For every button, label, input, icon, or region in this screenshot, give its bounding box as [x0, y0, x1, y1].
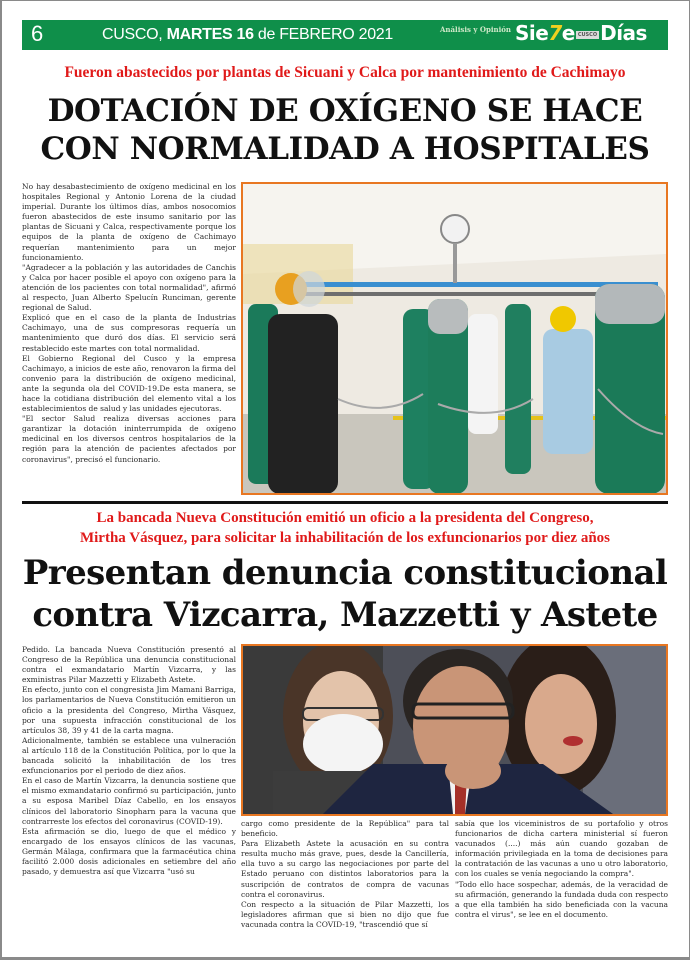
article1-paragraph: Explicó que en el caso de la planta de Industrias Cachimayo, una de sus compresoras requería un mantenimiento que duró dos días. El servicio será restablecido este martes con total normalidad.: [22, 313, 236, 353]
article2-headline-line1: Presentan denuncia constitucional: [22, 553, 668, 593]
article2-paragraph: Con respecto a la situación de Pilar Mazzetti, los legisladores afirman que si bien no dijo que fue vacunada contra la COVID-19, "trascendió que sí: [241, 899, 449, 929]
dateline-weekday-day: MARTES 16: [166, 26, 254, 43]
article2-paragraph: En efecto, junto con el congresista Jim Mamani Barriga, los parlamentarios de Nueva Constitución emitieron un oficio a la presidenta del Congreso, Mirtha Vásquez, por una supuesta infracción constitucional de los artículos 38, 39 y 41 de la carta magna.: [22, 685, 236, 735]
logo-seven-glyph: 7: [548, 21, 562, 45]
logo-text-part2: e: [561, 21, 575, 45]
article1-headline-line2: CON NORMALIDAD A HOSPITALES: [40, 131, 650, 167]
politicians-portrait-illustration: [243, 646, 666, 814]
oxygen-cylinders-illustration: [243, 184, 666, 493]
oxygen-plant-photo: [241, 182, 668, 495]
article2-body-column2: [241, 819, 449, 930]
logo-tagline: Análisis y Opinión: [440, 25, 512, 34]
section-divider: [22, 501, 668, 504]
article2-paragraph: Esta afirmación se dio, luego de que el médico y encargado de los ensayos clínicos de las vacunas, Germán Málaga, confirmara que la farmacéutica china facilitó 2.000 dosis adicionales en setiembre del año pasado, y demuestra así que Vizcarra "usó su: [22, 826, 236, 877]
article1-paragraph: "El sector Salud realiza diversas acciones para garantizar la dotación ininterrumpida de oxígeno medicinal en los diversos centros hospitalarios de la región para la atención de pacientes afectados por coronavirus", precisó el funcionario.: [22, 414, 236, 464]
logo-text-part1: Sie: [515, 21, 549, 45]
article2-body-column3: [455, 819, 668, 920]
article2-paragraph: "Todo ello hace sospechar, además, de la veracidad de su afirmación, generando la fundada duda con respecto a que ella también ha sido beneficiada con la vacuna contra el virus", se lee en el documento.: [455, 879, 668, 919]
article1-paragraph: "Agradecer a la población y las autoridades de Canchis y Calca por hacer posible el apoyo con oxígeno para la atención de los pacientes con total normalidad", afirmó al respecto, Juan Alberto Spelucín Runciman, gerente regional de Salud.: [22, 262, 236, 313]
article2-paragraph: cargo como presidente de la República" para tal beneficio.: [241, 819, 449, 839]
logo-text-part3: Días: [600, 21, 647, 45]
article1-body: [22, 182, 236, 465]
dateline: [102, 26, 393, 44]
article2-kicker: [0, 508, 690, 548]
article2-headline: [0, 552, 690, 636]
article1-headline: [0, 92, 690, 168]
logo-cusco-badge: CUSCO: [577, 31, 598, 38]
dateline-city: CUSCO,: [102, 26, 163, 43]
article2-paragraph: En el caso de Martín Vizcarra, la denuncia sostiene que el mismo exmandatario confirmó su participación, junto a su esposa Maribel Díaz Cabello, en los ensayos clínicos del laboratorio Sinopharn para la vacuna que contrarreste los efectos del coronavirus (COVID-19).: [22, 776, 236, 826]
article2-kicker-line2: Mirtha Vásquez, para solicitar la inhabilitación de los exfuncionarios por diez años: [79, 530, 611, 546]
article2-paragraph: sabía que los viceministros de su portafolio y otros funcionarios de dicha cartera ministerial sí fueron vacunados (....) más aún cuando gozaban de información privilegiada en la toma de decisiones para la contratación de las vacunas a uno u otro laboratorio, con los cuales se venía negociando la compra".: [455, 819, 668, 879]
article2-paragraph: Pedido. La bancada Nueva Constitución presentó al Congreso de la República una denuncia constitucional contra el exmandatario Martín Vizcarra, y las exministras Pilar Mazzetti y Elizabeth Astete.: [22, 645, 236, 685]
article1-headline-line1: DOTACIÓN DE OXÍGENO SE HACE: [47, 93, 643, 129]
article2-headline-line2: contra Vizcarra, Mazzetti y Astete: [32, 595, 658, 635]
article1-paragraph: No hay desabastecimiento de oxígeno medicinal en los hospitales Regional y Antonio Lorena de la ciudad imperial. Durante los últimos días, ambos nosocomios fueron abastecidos de este insumo sanitario por las plantas de Sicuani y Calca, respectivamente porque los equipos de la planta de oxígeno de Cachimayo requerían mantenimiento para un mejor funcionamiento.: [22, 182, 236, 262]
siete-dias-logo: [515, 21, 647, 45]
dateline-month-year: de FEBRERO 2021: [257, 26, 393, 43]
article1-kicker: Fueron abastecidos por plantas de Sicuani y Calca por mantenimiento de Cachimayo: [64, 64, 626, 81]
article1-paragraph: El Gobierno Regional del Cusco y la empresa Cachimayo, a inicios de este año, renovaron la firma del convenio para la distribución de oxígeno medicinal, ante la segunda ola del COVID-19.De esta manera, se hace la cotidiana distribución del elemento vital a los establecimientos de salud y las unidades ejecutoras.: [22, 353, 236, 414]
article2-paragraph: Adicionalmente, también se establece una vulneración al artículo 118 de la Constitución Política, por lo que la bancada solicitó la inhabilitación de los tres exfuncionarios por el periodo de diez años.: [22, 735, 236, 776]
article2-body-column1: [22, 645, 236, 877]
article2-kicker-line1: La bancada Nueva Constitución emitió un oficio a la presidenta del Congreso,: [96, 510, 594, 526]
page-number: 6: [31, 21, 44, 46]
newspaper-header-bar: [22, 20, 668, 50]
politicians-photo: [241, 644, 668, 816]
article2-paragraph: Para Elizabeth Astete la acusación en su contra resulta mucho más grave, pues, desde la Cancillería, ella tuvo a su cargo las negociaciones por parte del Estado peruano con distintos laboratorios para la suscripción de contratos de compra de vacunas contra el coronavirus.: [241, 839, 449, 899]
